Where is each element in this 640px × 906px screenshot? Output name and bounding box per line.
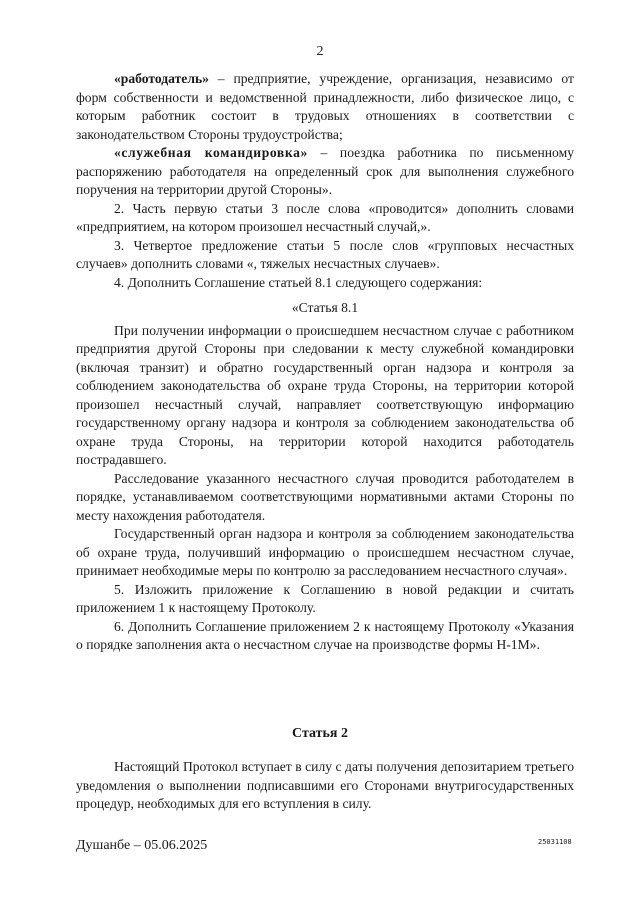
article-2-paragraph: Настоящий Протокол вступает в силу с даты получения депозитарием третьего уведомления о выполнении подписавшими его Сторонами внутригосударственных процедур, необходимых для его вступления в силу. (76, 759, 574, 811)
article-2-heading: Статья 2 (292, 726, 348, 741)
article-2-body (76, 758, 574, 814)
article-1-continuation (76, 70, 574, 655)
article-8-1-paragraph-3: Государственный орган надзора и контроля за соблюдением законодательства об охране труда, получивший информацию о происшедшем несчастном случае, принимает необходимые меры по контролю за расследованием несчастного случая». (76, 526, 574, 578)
amendment-item-2: 2. Часть первую статьи 3 после слова «проводится» дополнить словами «предприятием, на котором произошел несчастный случай,». (76, 200, 574, 234)
amendment-item-5: 5. Изложить приложение к Соглашению в новой редакции и считать приложением 1 к настоящему Протоколу. (76, 581, 574, 615)
definition-employer-text: – предприятие, учреждение, организация, независимо от форм собственности и ведомственной принадлежности, либо физическое лицо, с которым работник состоит в трудовых отношениях в соответствии с законодательством Стороны трудоустройства; (76, 71, 574, 142)
article-8-1-paragraph-1: При получении информации о происшедшем несчастном случае с работником предприятия другой Стороны при следовании к месту служебной командировки (включая транзит) и обратно государственный орган надзора и контроля за соблюдением законодательства об охране труда Стороны, на территории которой произошел несчастный случай, направляет соответствующую информацию государственному органу надзора и контроля за соблюдением законодательства об охране труда Стороны, на территории которой находится работодатель пострадавшего. (76, 322, 574, 467)
definition-employer (76, 70, 574, 144)
term-business-trip: «служебная командировка» (114, 145, 308, 160)
term-employer: «работодатель» (114, 71, 209, 86)
definition-business-trip (76, 144, 574, 200)
footer-document-code: 25031108 (538, 838, 572, 846)
page-number: 2 (316, 44, 324, 59)
article-8-1-heading: «Статья 8.1 (291, 300, 359, 315)
amendment-item-6: 6. Дополнить Соглашение приложением 2 к настоящему Протоколу «Указания о порядке заполнения акта о несчастном случае на производстве формы Н-1М». (76, 618, 574, 652)
article-8-1-paragraph-2: Расследование указанного несчастного случая проводится работодателем в порядке, устанавливаемом соответствующими нормативными актами Стороны по месту нахождения работодателя. (76, 470, 574, 523)
footer-place-date: Душанбе – 05.06.2025 (76, 838, 208, 853)
definition-business-trip-text: – поездка работника по письменному распоряжению работодателя на определенный срок для выполнения служебного поручения на территории другой Стороны». (76, 145, 574, 197)
amendment-item-3: 3. Четвертое предложение статьи 5 после слов «групповых несчастных случаев» дополнить словами «, тяжелых несчастных случаев». (76, 237, 574, 271)
amendment-item-4: 4. Дополнить Соглашение статьей 8.1 следующего содержания: (114, 274, 483, 290)
